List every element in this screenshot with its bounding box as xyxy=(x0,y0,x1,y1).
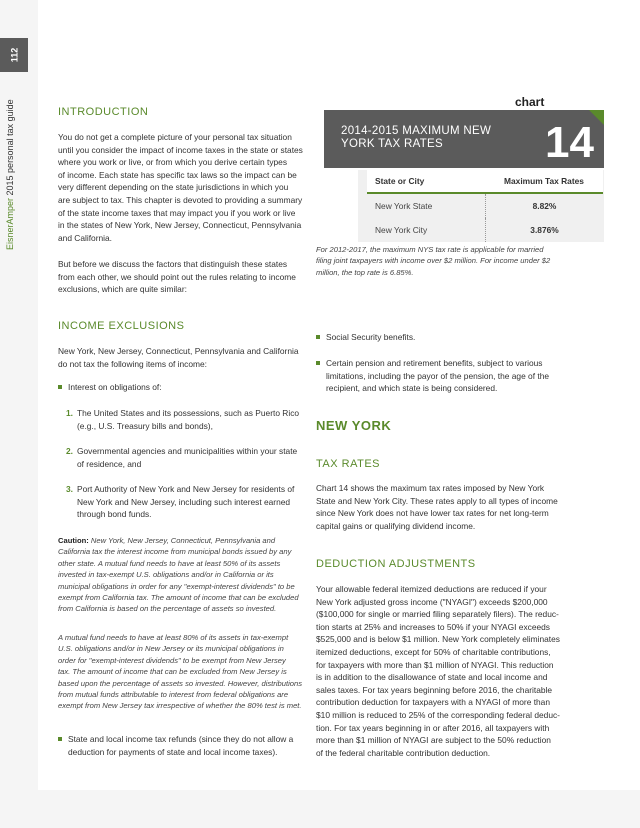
chart-header xyxy=(324,110,604,168)
table-cell-rate: 3.876% xyxy=(485,218,603,242)
page-number: 112 xyxy=(9,47,19,63)
bullet-tax-refunds: State and local income tax refunds (since they do not allow a deduction for payments of state and local income taxes). xyxy=(58,733,330,758)
table-header-row xyxy=(367,170,603,194)
bullet-square xyxy=(58,737,62,741)
sidebar xyxy=(0,0,38,828)
guide-title xyxy=(5,80,23,250)
exclusions-heading: INCOME EXCLUSIONS xyxy=(58,320,185,332)
bullet-square xyxy=(316,361,320,365)
chart-number: 14 xyxy=(545,118,594,167)
tax-rates-paragraph: Chart 14 shows the maximum tax rates imposed by New York State and New York City. These rates apply to all types of income since New York does not have lower tax rates for net long-term capital gains or qualifying dividend income. xyxy=(316,483,558,531)
brand-name: EisnerAmper xyxy=(5,197,15,250)
chart-title: 2014-2015 MAXIMUM NEW YORK TAX RATES xyxy=(341,125,492,150)
chart-corner-accent xyxy=(589,110,604,125)
table-header-state: State or City xyxy=(375,176,425,186)
mutual-fund-paragraph: A mutual fund needs to have at least 80% of its assets in tax-exempt U.S. obligations and/or in New Jersey or its municipal obligations in order for "exempt-interest dividends" to be exempt from New Jersey tax. The amount of income that can be excluded from New Jersey is based upon the percentage of assets so invested. However, distributions from mutual funds attributable to interest from federal obligations are exempt from New Jersey tax irrespective of whether the 80% test is met. xyxy=(58,633,302,711)
tax-rates-heading: TAX RATES xyxy=(316,458,380,470)
bullet-social-security: Social Security benefits. xyxy=(316,331,606,344)
new-york-heading: NEW YORK xyxy=(316,418,392,433)
table-row xyxy=(367,194,603,218)
numbered-item-3: 3. Port Authority of New York and New Jersey for residents of New York and New Jersey, including such interest earned through bond funds. xyxy=(66,484,295,520)
intro-paragraph-1: You do not get a complete picture of your personal tax situation until you consider the impact of income taxes in the state or states where you work or live, or from which you derive certain types of income. Each state has specific tax laws so the impact can be very different depending on the state jurisdictions in which you are subject to tax. This chapter is devoted to providing a summary of the state income taxes that may impact you if you work or live in the states of New York, New Jersey, Connecticut, Pennsylvania and California. xyxy=(58,132,303,243)
deduction-paragraph: Your allowable federal itemized deductions are reduced if your New York adjusted gross income ("NYAGI") exceeds $200,000 ($100,000 for single or married filing separately filers). The reduc- tion starts at 25% and increases to 50% if your NYAGI exceeds $525,000 and is below $1 million. New York completely eliminates itemized deductions, except for 50% of charitable contributions, for taxpayers with more than $1 million of NYAGI. This reduction is in addition to the disallowance of state and local income and sales taxes. For tax years beginning before 2016, the charitable contribution deduction for taxpayers with a NYAGI of more than $10 million is reduced to 25% of the corresponding federal deduc- tion. For tax years beginning in or after 2016, all taxpayers with more than $1 million of NYAGI are subject to the 50% reduction of the federal charitable contribution deduction. xyxy=(316,584,560,758)
guide-title-text: 2015 personal tax guide xyxy=(5,99,15,198)
chart-label: chart xyxy=(515,95,545,109)
table-cell-name: New York City xyxy=(375,225,428,235)
bullet-square xyxy=(58,385,62,389)
table-cell-name: New York State xyxy=(375,201,433,211)
exclusions-intro: New York, New Jersey, Connecticut, Pennsylvania and California do not tax the following items of income: xyxy=(58,346,299,369)
table-header-rate: Maximum Tax Rates xyxy=(504,176,584,186)
intro-heading: INTRODUCTION xyxy=(58,106,149,118)
chart-note: For 2012-2017, the maximum NYS tax rate is applicable for married filing joint taxpayers with income over $2 million. For income under $2 million, the top rate is 6.85%. xyxy=(316,245,551,277)
caution-label: Caution: xyxy=(58,536,89,545)
table-row xyxy=(367,218,603,242)
page-number-box xyxy=(0,38,28,72)
chart-table xyxy=(367,170,603,242)
caution-paragraph: Caution: New York, New Jersey, Connecticut, Pennsylvania and California tax the interest income from municipal bonds issued by any other state. A mutual fund needs to have at least 50% of its assets invested in tax-exempt U.S. obligations and/or in California or its municipal obligations in order for any "exempt-interest dividends" to be exempt from California tax. The amount of income that can be excluded from California is based on the percentage of assets so invested. xyxy=(58,536,299,614)
bullet-pension: Certain pension and retirement benefits, subject to various limitations, including the payor of the pension, the age of the recipient, and which state is being considered. xyxy=(316,357,606,395)
bullet-interest: Interest on obligations of: xyxy=(58,381,328,394)
numbered-item-1: 1. The United States and its possessions, such as Puerto Rico (e.g., U.S. Treasury bills and bonds), xyxy=(66,408,300,431)
intro-paragraph-2: But before we discuss the factors that distinguish these states from each other, we should point out the rules relating to income exclusions, which are quite similar: xyxy=(58,259,296,295)
numbered-item-2: 2. Governmental agencies and municipalities within your state of residence, and xyxy=(66,446,298,469)
page xyxy=(38,0,640,790)
table-cell-rate: 8.82% xyxy=(485,194,603,218)
deduction-heading: DEDUCTION ADJUSTMENTS xyxy=(316,558,476,570)
bullet-square xyxy=(316,335,320,339)
